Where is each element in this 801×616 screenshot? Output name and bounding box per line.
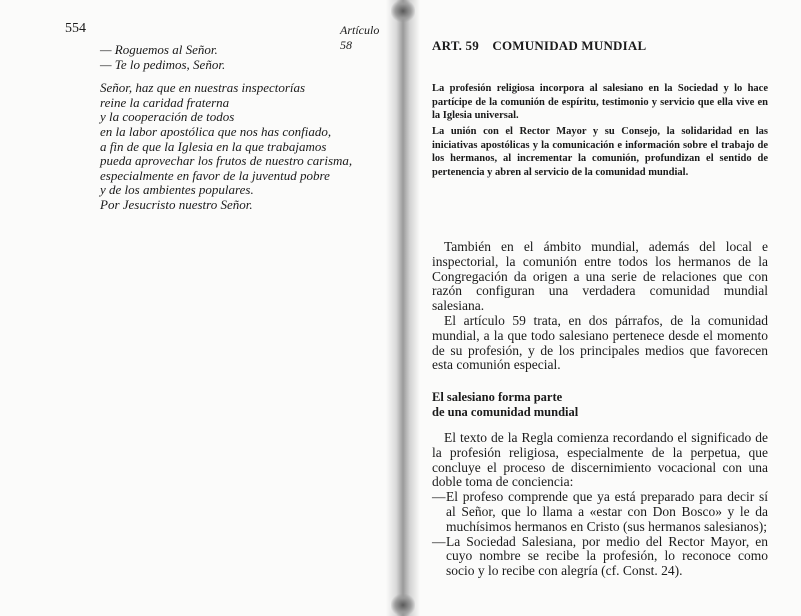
dash-marker: — [432, 489, 446, 505]
prayer-line: Señor, haz que en nuestras inspectorías [100, 80, 306, 96]
dash-item-text: El profeso comprende que ya está preparado para decir sí al Señor, que lo llama a «estar con Don Bosco» y le da muchísimos hermanos en Cristo (sus hermanos salesianos); [446, 489, 768, 534]
section-heading-line: El salesiano forma parte [432, 390, 563, 404]
prayer-response: — Roguemos al Señor. [100, 42, 218, 57]
commentary [432, 240, 768, 373]
prayer-response: — Te lo pedimos, Señor. [100, 56, 226, 72]
gutter-shadow-bottom [391, 594, 415, 616]
dash-list-item [432, 535, 768, 579]
gutter-shadow-top [391, 0, 415, 22]
right-page [420, 0, 801, 616]
dash-item-text: La Sociedad Salesiana, por medio del Rector Mayor, en cuyo nombre se recibe la profesión, lo reconoce como socio y lo recibe con alegría (cf. Const. 24). [446, 533, 768, 579]
page-number: 554 [65, 21, 86, 36]
article-title-text: COMUNIDAD MUNDIAL [492, 38, 647, 53]
dash-marker: — [432, 533, 446, 549]
commentary-paragraph: También en el ámbito mundial, además del local e inspectorial, la comunión entre todos los hermanos de la Congregación da origen a una serie de relaciones que con razón configuran una verdadera comunidad mundial salesiana. [432, 239, 768, 314]
prayer-line: especialmente en favor de la juventud pobre [100, 167, 330, 183]
commentary-paragraph: El artículo 59 trata, en dos párrafos, de la comunidad mundial, a la que todo salesiano pertenece desde el momento de su profesión, y de los principales medios que favorecen esta comunión especial. [432, 312, 768, 373]
article-title [432, 38, 792, 54]
prayer-line: reine la caridad fraterna [100, 94, 230, 110]
prayer-line: y de los ambientes populares. [100, 182, 254, 198]
article-paragraph: La profesión religiosa incorpora al salesiano en la Sociedad y lo hace partícipe de la comunión de espíritu, testimonio y servicio que ella vive en la Iglesia universal. [432, 83, 768, 122]
article-paragraph: La unión con el Rector Mayor y su Consejo, la solidaridad en las iniciativas apostólicas y la comunicación e información sobre el trabajo de los hermanos, al incrementar la comunión, profundizan el sentido de pertenencia y abren al servicio de la comunidad mundial. [432, 126, 768, 178]
section-body [432, 431, 768, 579]
prayer-block [100, 43, 380, 213]
prayer-line: pueda aprovechar los frutos de nuestro carisma, [100, 153, 353, 169]
book-gutter [386, 0, 420, 616]
left-page [0, 0, 386, 616]
running-head: Artículo 58 [340, 23, 380, 52]
section-intro: El texto de la Regla comienza recordando el significado de la profesión religiosa, especialmente de la perpetua, que concluye el proceso de discernimiento vocacional con una doble toma de conciencia: [432, 430, 768, 490]
prayer-line: y la cooperación de todos [100, 109, 235, 125]
prayer-line: en la labor apostólica que nos has confiado, [100, 123, 332, 139]
dash-list-item [432, 490, 768, 534]
prayer-line: Por Jesucristo nuestro Señor. [100, 196, 253, 212]
section-heading-line: de una comunidad mundial [432, 405, 579, 419]
article-number: ART. 59 [432, 38, 479, 53]
section-heading [432, 390, 768, 420]
dash-list [432, 490, 768, 579]
prayer-line: a fin de que la Iglesia en la que trabajamos [100, 138, 327, 154]
